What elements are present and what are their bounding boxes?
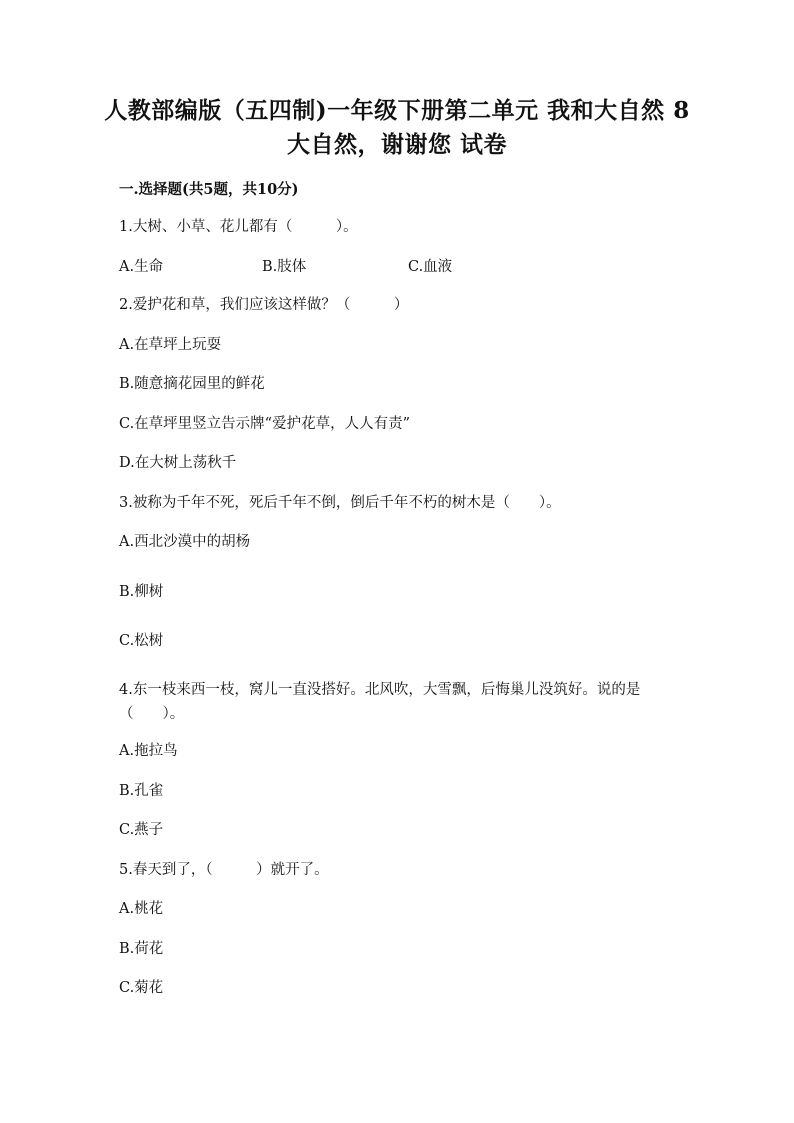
section-heading: 一.选择题(共5题，共10分) [119,181,299,198]
question-5-option-c: C.菊花 [119,980,164,996]
question-4-option-a: A.拖拉鸟 [119,743,178,759]
question-1-option-b: B.肢体 [262,259,307,275]
document-title: 人教部编版（五四制)一年级下册第二单元 我和大自然 8 大自然，谢谢您 试卷 [104,97,690,158]
question-2-stem: 2.爱护花和草，我们应该这样做？（ ） [119,297,409,313]
question-3-option-b: B.柳树 [119,584,164,600]
question-3-option-a: A.西北沙漠中的胡杨 [119,534,251,550]
question-1-option-c: C.血液 [408,259,453,275]
question-5-stem: 5.春天到了，（ ）就开了。 [119,862,329,878]
question-5-option-b: B.荷花 [119,941,164,957]
question-2-option-c: C.在草坪里竖立告示牌“爱护花草，人人有责” [119,416,411,432]
question-1-option-a: A.生命 [119,259,164,275]
question-4-option-b: B.孔雀 [119,783,164,799]
question-3-stem: 3.被称为千年不死，死后千年不倒，倒后千年不朽的树木是（ ）。 [119,495,561,511]
question-1-stem: 1.大树、小草、花儿都有（ ）。 [119,219,358,235]
question-2-option-b: B.随意摘花园里的鲜花 [119,376,265,392]
question-4-stem: 4.东一枝来西一枝，窝儿一直没搭好。北风吹，大雪飘，后悔巢儿没筑好。说的是（ ）。 [119,682,641,722]
question-5-option-a: A.桃花 [119,901,164,917]
question-2-option-a: A.在草坪上玩耍 [119,337,222,353]
question-2-option-d: D.在大树上荡秋千 [119,455,237,471]
question-4-option-c: C.燕子 [119,822,164,838]
question-3-option-c: C.松树 [119,633,164,649]
